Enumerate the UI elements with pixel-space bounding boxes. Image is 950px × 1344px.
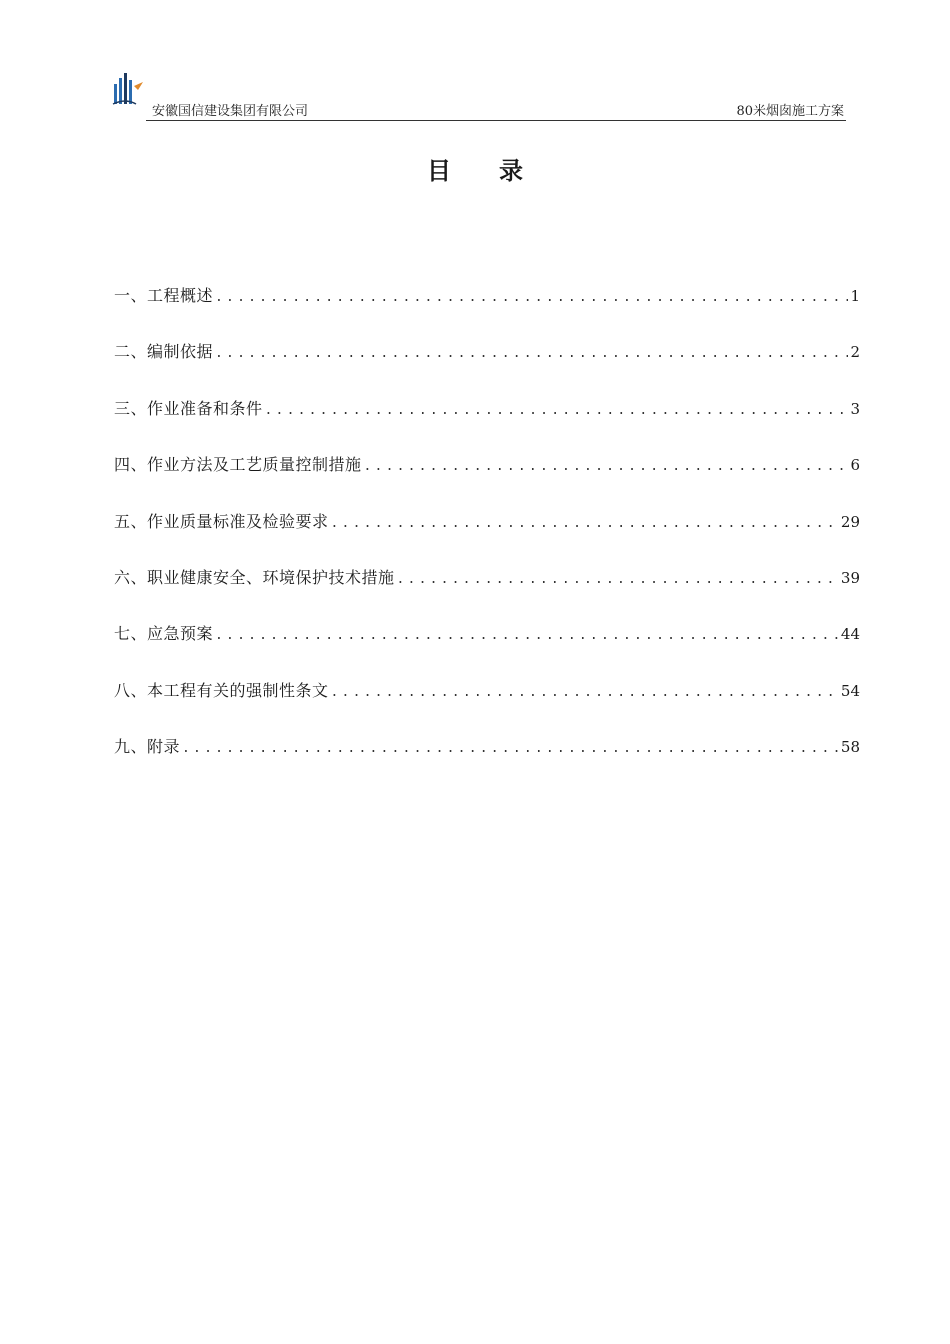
toc-entry-page: 6 xyxy=(850,456,860,475)
toc-entry-label: 八、本工程有关的强制性条文 xyxy=(114,680,329,700)
toc-entry[interactable] xyxy=(114,283,860,339)
toc-entry-page: 44 xyxy=(840,625,860,644)
toc-entry-label: 九、附录 xyxy=(114,737,181,757)
toc-entry-label: 七、应急预案 xyxy=(114,624,214,644)
toc-entry[interactable] xyxy=(114,734,860,790)
toc-entry-page: 29 xyxy=(840,512,860,531)
header-company-name: 安徽国信建设集团有限公司 xyxy=(152,104,309,119)
toc-dot-leader xyxy=(364,454,849,480)
header-divider xyxy=(146,120,846,121)
toc-entry-label: 三、作业准备和条件 xyxy=(114,398,263,418)
toc-entry-label: 二、编制依据 xyxy=(114,342,214,362)
toc-dot-leader xyxy=(331,680,839,706)
company-logo-icon xyxy=(112,70,146,106)
toc-entry[interactable] xyxy=(114,509,860,565)
toc-dot-leader xyxy=(215,341,848,367)
toc-entry-page: 54 xyxy=(840,681,860,700)
toc-entry-page: 1 xyxy=(850,287,860,305)
toc-entry[interactable] xyxy=(114,621,860,677)
toc-entry-page: 2 xyxy=(850,343,860,362)
toc-entry-label: 五、作业质量标准及检验要求 xyxy=(114,511,329,531)
toc-entry[interactable] xyxy=(114,452,860,508)
toc-entry[interactable] xyxy=(114,396,860,452)
toc-entry-page: 3 xyxy=(850,399,860,418)
toc-dot-leader xyxy=(215,623,839,649)
toc-entry-label: 六、职业健康安全、环境保护技术措施 xyxy=(114,567,395,587)
toc-dot-leader xyxy=(331,511,839,537)
page-title: 目录 xyxy=(427,156,571,185)
toc-dot-leader xyxy=(397,567,839,593)
toc-dot-leader xyxy=(265,398,849,424)
toc-entry[interactable] xyxy=(114,678,860,734)
toc-entry-page: 58 xyxy=(840,738,860,757)
toc-entry-page: 39 xyxy=(840,568,860,587)
toc-entry-label: 一、工程概述 xyxy=(114,286,214,305)
toc-entry[interactable] xyxy=(114,339,860,395)
table-of-contents xyxy=(114,283,860,791)
header-document-title: 80米烟囱施工方案 xyxy=(736,104,844,119)
toc-dot-leader xyxy=(182,736,839,762)
toc-entry-label: 四、作业方法及工艺质量控制措施 xyxy=(114,455,362,475)
toc-dot-leader xyxy=(215,285,848,311)
toc-entry[interactable] xyxy=(114,565,860,621)
